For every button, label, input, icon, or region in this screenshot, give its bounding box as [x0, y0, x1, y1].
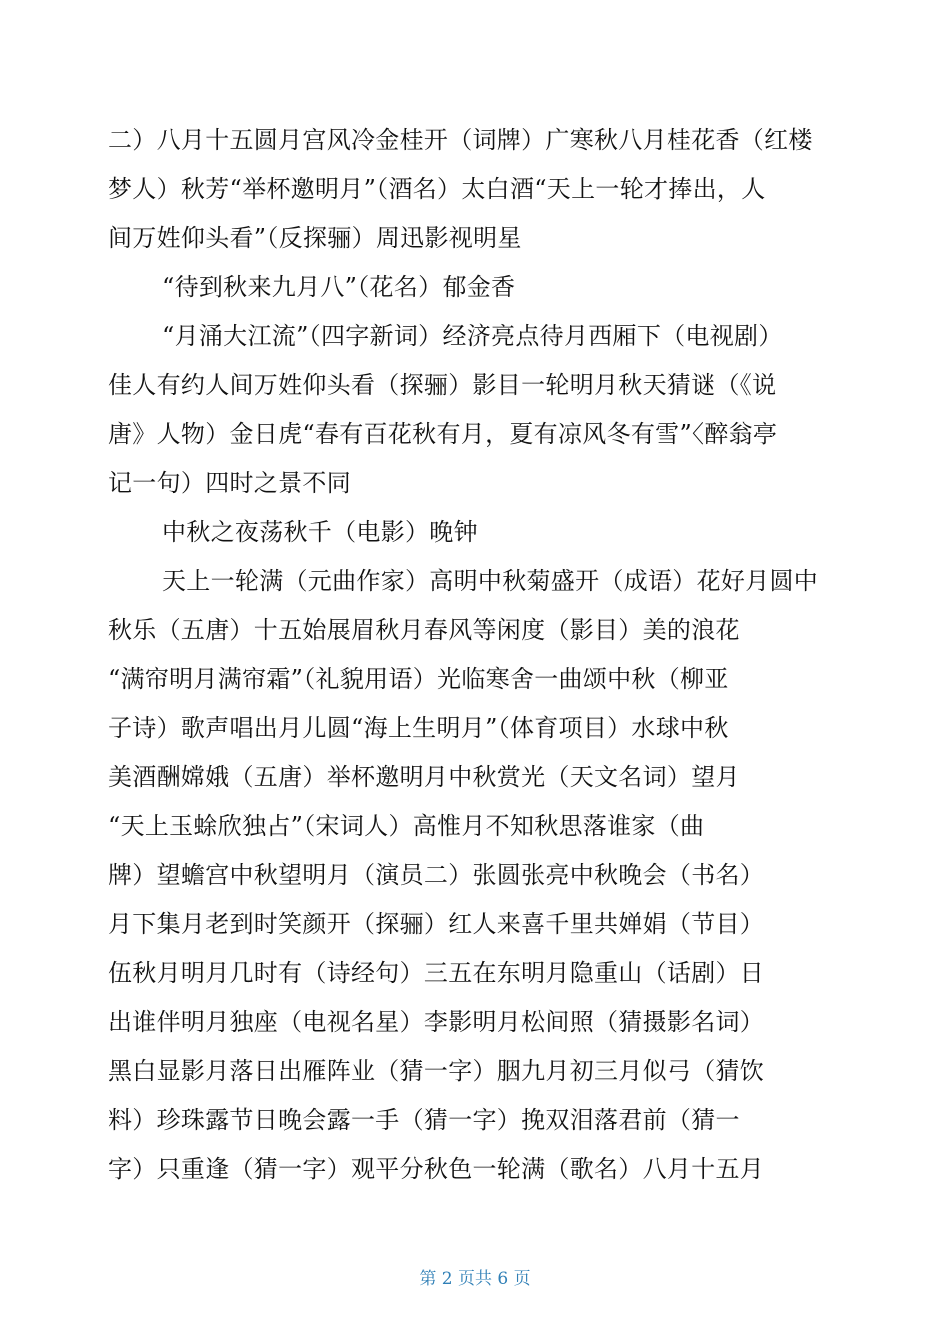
text-line-17: 月下集月老到时笑颜开（探骊）红人来喜千里共婵娟（节目） — [108, 910, 765, 938]
text-line-2: 梦人）秋芳“举杯邀明月”（酒名）太白酒“天上一轮才捧出，人 — [108, 175, 766, 203]
text-line-7: 唐》人物）金日虎“春有百花秋有月，夏有凉风冬有雪”〈醉翁亭 — [108, 420, 778, 448]
text-line-10: 天上一轮满（元曲作家）高明中秋菊盛开（成语）花好月圆中 — [162, 567, 819, 595]
text-line-21: 料）珍珠露节日晚会露一手（猜一字）挽双泪落君前（猜一 — [108, 1106, 740, 1134]
text-line-16: 牌）望蟾宫中秋望明月（演员二）张圆张亮中秋晚会（书名） — [108, 861, 765, 889]
page-number-footer: 第 2 页共 6 页 — [419, 1269, 531, 1289]
text-line-5: “月涌大江流”（四字新词）经济亮点待月西厢下（电视剧） — [162, 322, 783, 350]
text-line-20: 黑白显影月落日出雁阵业（猜一字）胭九月初三月似弓（猜饮 — [108, 1057, 765, 1085]
text-line-3: 间万姓仰头看”（反探骊）周迅影视明星 — [108, 224, 522, 252]
text-line-8: 记一句）四时之景不同 — [108, 469, 351, 497]
text-line-4: “待到秋来九月八”（花名）郁金香 — [162, 273, 516, 301]
text-line-11: 秋乐（五唐）十五始展眉秋月春风等闲度（影目）美的浪花 — [108, 616, 740, 644]
text-line-15: “天上玉蜍欣独占”（宋词人）高惟月不知秋思落谁家（曲 — [108, 812, 705, 840]
text-line-9: 中秋之夜荡秋千（电影）晚钟 — [162, 518, 478, 546]
text-line-12: “满帘明月满帘霜”（礼貌用语）光临寒舍一曲颂中秋（柳亚 — [108, 665, 729, 693]
text-line-14: 美酒酬嫦娥（五唐）举杯邀明月中秋赏光（天文名词）望月 — [108, 763, 740, 791]
text-line-1: 二）八月十五圆月宫风冷金桂开（词牌）广寒秋八月桂花香（红楼 — [108, 126, 813, 154]
text-line-19: 出谁伴明月独座（电视名星）李影明月松间照（猜摄影名词） — [108, 1008, 765, 1036]
text-line-18: 伍秋月明月几时有（诗经句）三五在东明月隐重山（话剧）日 — [108, 959, 765, 987]
text-line-22: 字）只重逢（猜一字）观平分秋色一轮满（歌名）八月十五月 — [108, 1155, 765, 1183]
text-line-13: 子诗）歌声唱出月儿圆“海上生明月”（体育项目）水球中秋 — [108, 714, 729, 742]
document-body — [108, 116, 848, 1194]
text-line-6: 佳人有约人间万姓仰头看（探骊）影目一轮明月秋天猜谜（《说 — [108, 371, 777, 399]
